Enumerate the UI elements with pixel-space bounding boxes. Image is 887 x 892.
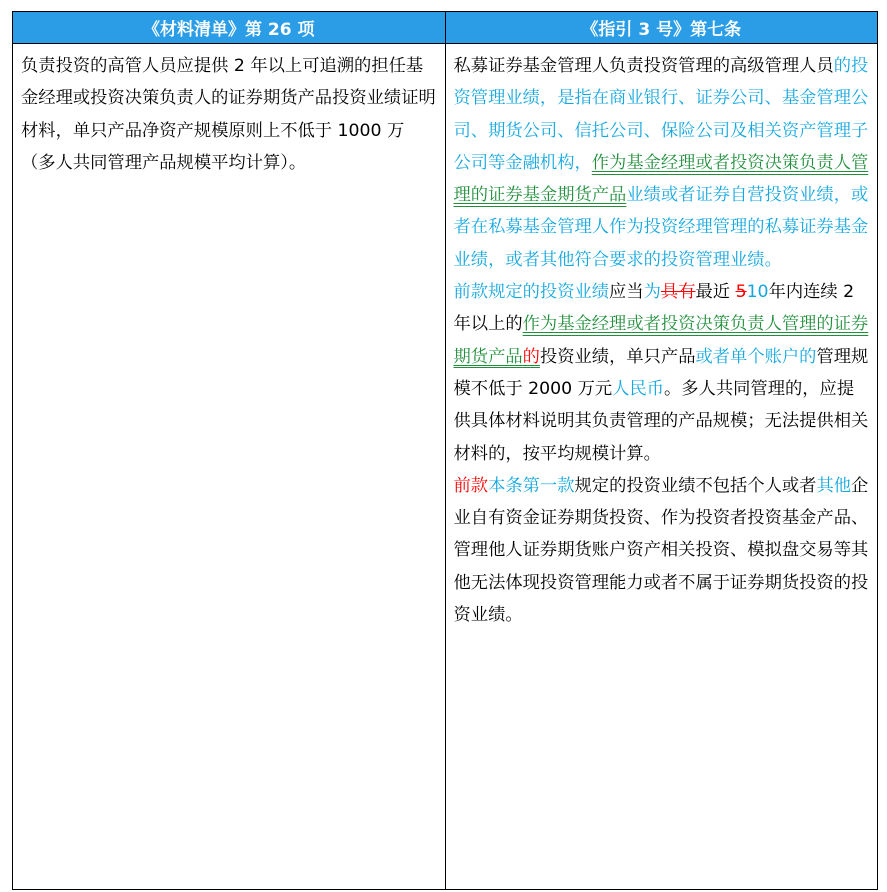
p1-text: 私募证券基金管理人负责投资管理的高级管理人员 xyxy=(453,56,834,76)
p2-insert: 前款规定的投资业绩 xyxy=(453,282,610,303)
header-left: 《材料清单》第 26 项 xyxy=(13,12,446,44)
p2-text-2: 最近 xyxy=(695,282,736,303)
content-row xyxy=(13,44,878,890)
p2-text-5: 管理规模不低于 2000 万元 xyxy=(453,346,869,399)
p1-insert-2: 业绩或者证券自营投资业绩，或者在私募基金管理人作为投资经理管理的私募证券基金业绩，或者其他符合要求的投资管理业绩。 xyxy=(453,185,869,270)
left-text: 负责投资的高管人员应提供 2 年以上可追溯的担任基金经理或投资决策负责人的证券期货产品投资业绩证明材料，单只产品净资产规模原则上不低于 1000 万（多人共同管理产品规模平均计算）。 xyxy=(21,56,436,173)
p3-insert-2: 其他 xyxy=(816,475,852,496)
p3-text: 规定的投资业绩不包括个人或者 xyxy=(574,475,817,496)
p2-insert-2: 为 xyxy=(643,282,661,303)
p3-text-2: 企业自有资金证券期货投资、作为投资者投资基金产品、管理他人证券期货账户资产相关投资、模拟盘交易等其他无法体现投资管理能力或者不属于证券期货投资的投资业绩。 xyxy=(453,475,869,626)
p2-text-6: 。多人共同管理的，应提供具体材料说明其负责管理的产品规模；无法提供相关材料的，按平均规模计算。 xyxy=(453,378,869,464)
paragraph-3 xyxy=(454,470,870,631)
p1-moved: 作为基金经理或者投资决策负责人管理的证券基金期货产品 xyxy=(453,152,869,206)
p2-text: 应当 xyxy=(609,282,644,303)
header-right: 《指引 3 号》第七条 xyxy=(445,12,878,44)
comparison-table xyxy=(12,11,878,890)
p2-moved-deleted: 的 xyxy=(522,346,540,367)
p2-text-4: 投资业绩，单只产品 xyxy=(539,346,696,367)
p2-deleted: 具有 xyxy=(660,282,696,303)
p3-insert: 本条第一款 xyxy=(488,475,575,496)
p2-text-3: 年内连续 2 年以上的 xyxy=(453,282,855,335)
p2-deleted-2: 5 xyxy=(735,282,747,303)
paragraph-2 xyxy=(454,276,870,470)
p1-insert: 的投资管理业绩，是指在商业银行、证券公司、基金管理公司、期货公司、信托公司、保险公司及相关资产管理子公司等金融机构， xyxy=(453,56,869,173)
header-row xyxy=(13,12,878,44)
paragraph-1 xyxy=(454,50,870,276)
p2-moved: 作为基金经理或者投资决策负责人管理的证券期货产品 xyxy=(453,314,869,367)
p3-deleted: 前款 xyxy=(453,475,489,496)
left-cell xyxy=(13,44,446,890)
right-cell xyxy=(445,44,878,890)
p2-insert-4: 或者单个账户的 xyxy=(695,346,817,367)
p2-insert-3: 10 xyxy=(746,282,769,303)
p2-insert-5: 人民币 xyxy=(612,378,665,399)
